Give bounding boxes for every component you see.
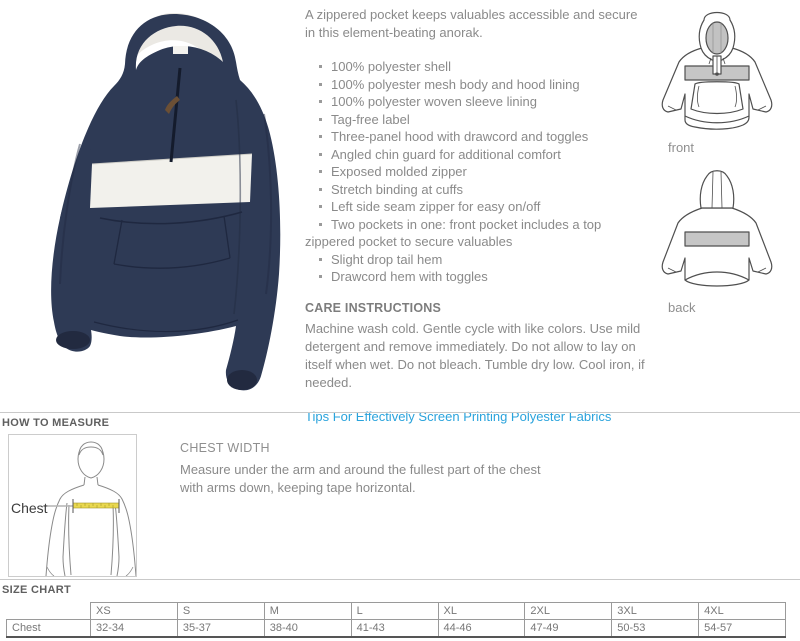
measuring-tape — [73, 503, 119, 508]
brand-label — [173, 46, 188, 54]
feature-item: Two pockets in one: front pocket includes a top zippered pocket to secure valuables — [305, 216, 645, 251]
measure-figure-illustration — [9, 435, 136, 576]
care-instructions-text: Machine wash cold. Gentle cycle with like colors. Use mild detergent and remove immediately. Do not allow to lay on itself when wet. Do not bleach. Tumble dry low. Cool iron, if needed. — [305, 321, 645, 390]
product-description — [305, 6, 645, 426]
feature-item: Exposed molded zipper — [305, 163, 645, 181]
section-divider — [0, 412, 800, 413]
size-column-header: M — [264, 603, 351, 620]
front-view-drawing — [654, 4, 780, 140]
size-column-header: XS — [91, 603, 178, 620]
size-chest-value: 32-34 — [91, 620, 178, 638]
feature-item: Slight drop tail hem — [305, 251, 645, 269]
size-chart-title: SIZE CHART — [2, 584, 71, 596]
chest-width-block — [180, 441, 550, 497]
feature-item: Drawcord hem with toggles — [305, 268, 645, 286]
figure-chest-label: Chest — [11, 500, 48, 516]
size-chest-value: 38-40 — [264, 620, 351, 638]
chest-width-title: CHEST WIDTH — [180, 441, 270, 455]
feature-list — [305, 58, 645, 286]
how-to-measure-title: HOW TO MEASURE — [2, 417, 110, 429]
measure-figure — [8, 434, 137, 577]
size-chart — [6, 602, 786, 638]
back-view-drawing — [654, 166, 780, 300]
feature-item: 100% polyester mesh body and hood lining — [305, 76, 645, 94]
size-chart-row-label: Chest — [7, 620, 91, 638]
chest-width-text: Measure under the arm and around the fullest part of the chest with arms down, keeping tape horizontal. — [180, 462, 541, 495]
feature-item: Left side seam zipper for easy on/off — [305, 198, 645, 216]
right-cuff — [227, 370, 257, 390]
size-column-header: XL — [438, 603, 525, 620]
size-column-header: 3XL — [612, 603, 699, 620]
size-chest-value: 50-53 — [612, 620, 699, 638]
size-chest-value: 54-57 — [699, 620, 786, 638]
size-chest-value: 47-49 — [525, 620, 612, 638]
left-cuff — [56, 331, 90, 349]
back-view-label: back — [668, 300, 696, 315]
feature-item: Three-panel hood with drawcord and toggles — [305, 128, 645, 146]
size-chart-head-row — [7, 603, 786, 620]
product-photo — [28, 4, 290, 406]
garment-views — [648, 2, 796, 332]
size-column-header: 2XL — [525, 603, 612, 620]
size-column-header: S — [177, 603, 264, 620]
size-chart-corner-cell — [7, 603, 91, 620]
size-column-header: 4XL — [699, 603, 786, 620]
size-chest-value: 35-37 — [177, 620, 264, 638]
feature-item: 100% polyester shell — [305, 58, 645, 76]
size-chart-chest-row — [7, 620, 786, 638]
screen-printing-tips-link[interactable]: Tips For Effectively Screen Printing Polyester Fabrics — [305, 409, 612, 424]
size-chest-value: 44-46 — [438, 620, 525, 638]
feature-item: 100% polyester woven sleeve lining — [305, 93, 645, 111]
size-chest-value: 41-43 — [351, 620, 438, 638]
feature-item: Tag-free label — [305, 111, 645, 129]
size-column-header: L — [351, 603, 438, 620]
care-instructions-title: CARE INSTRUCTIONS — [305, 300, 442, 315]
jacket-photo-illustration — [28, 4, 290, 406]
feature-item: Stretch binding at cuffs — [305, 181, 645, 199]
section-divider — [0, 579, 800, 580]
front-view-label: front — [668, 140, 695, 155]
product-intro: A zippered pocket keeps valuables accessible and secure in this element-beating anorak. — [305, 7, 638, 40]
feature-item: Angled chin guard for additional comfort — [305, 146, 645, 164]
